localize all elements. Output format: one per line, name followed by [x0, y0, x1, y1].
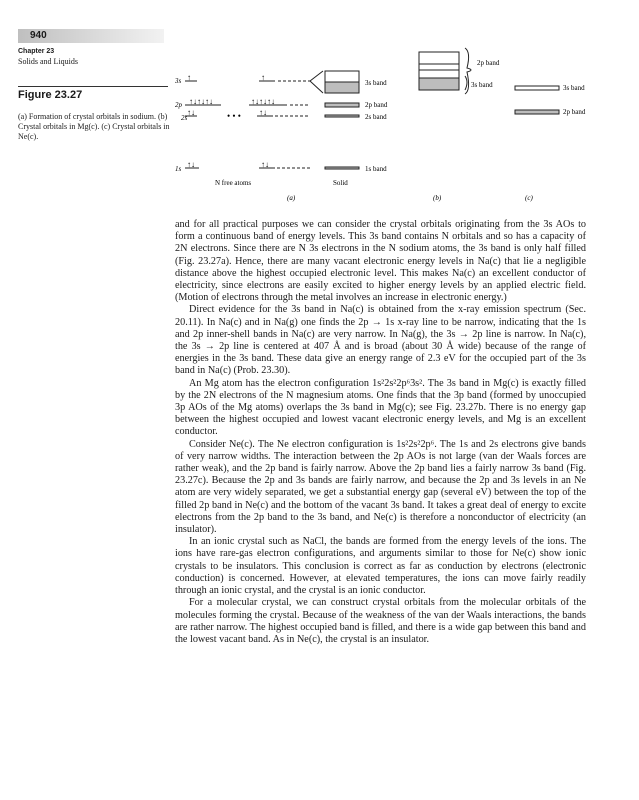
mg-2p-label: 2p band	[477, 59, 500, 67]
paragraph-5: In an ionic crystal such as NaCl, the bands are formed from the energy levels of the ions. The ions have rare-gas electron configurations, and arguments similar to those for Ne(c) show ionic crystals to be insulators. This conclusion is correct as far as conduction by electrons (electronic conduction) is concerned. However, at elevated temperatures, the ions can move fairly readily through an ionic crystal, and the crystal is an ionic conductor.	[175, 536, 586, 597]
figure-caption: (a) Formation of crystal orbitals in sodium. (b) Crystal orbitals in Mg(c). (c) Crystal orbitals in Ne(c).	[18, 112, 170, 141]
electron-arrows-1s-n: ↑↓	[261, 160, 269, 169]
band-1s	[325, 167, 359, 169]
panel-a-label: (a)	[287, 194, 296, 202]
mg-3s-label: 3s band	[471, 81, 493, 89]
fan-bottom	[310, 81, 323, 93]
figure-label: Figure 23.27	[18, 89, 83, 101]
band-label-2p: 2p band	[365, 101, 388, 109]
paragraph-1: and for all practical purposes we can consider the crystal orbitals originating from the 3s AOs to form a continuous band of energy levels. This 3s band contains N orbitals and so has a capacity of 2N electrons. Since there are N 3s electrons in the N sodium atoms, the 3s band is only half filled (Fig. 23.27a). Hence, there are many vacant electronic energy levels in Na(c) that lie a negligible distance above the highest occupied electronic level. This makes Na(c) an excellent conductor of electricity, since electrons are easily excited to higher energy levels by an applied electric field. (Motion of electrons through the metal involves an increase in electronic energy.)	[175, 219, 586, 304]
paragraph-6: For a molecular crystal, we can construct crystal orbitals from the molecular orbitals of the molecules forming the crystal. Because of the weakness of the van der Waals interactions, the bands are rather narrow. The highest occupied band is filled, and there is a wide gap between this band and the lowest vacant band. As in Ne(c), the crystal is an insulator.	[175, 597, 586, 645]
band-3s-empty	[325, 71, 359, 82]
section-title: Solids and Liquids	[18, 57, 79, 66]
band-label-3s: 3s band	[365, 79, 387, 87]
band-diagram	[175, 40, 615, 205]
ellipsis-dots: • • •	[227, 111, 241, 121]
label-1s: 1s	[175, 165, 182, 173]
fan-top	[310, 71, 323, 81]
figure-rule	[18, 86, 168, 87]
panel-c-label: (c)	[525, 194, 533, 202]
mg-brace-small	[465, 76, 467, 90]
band-label-1s: 1s band	[365, 165, 387, 173]
paragraph-2: Direct evidence for the 3s band in Na(c) is obtained from the x-ray emission spectrum (Sec. 20.11). In Na(c) and in Na(g) one finds the 2p → 1s x-ray line to be narrow, indicating that the 1s and 2p inner-shell bands in Na(c) are very narrow. In Na(g), the 3s → 2p line is narrow. In Na(c), the 3s → 2p line is centered at 407 Å and is broad (about 30 Å wide) because of the range of energies in the 3s band. These data give an energy range of 2.3 eV for the occupied part of the 3s band in Na(c) (Prob. 23.30).	[175, 304, 586, 377]
chapter-label: Chapter 23	[18, 48, 55, 55]
solid-label: Solid	[333, 179, 348, 187]
band-2p	[325, 103, 359, 107]
label-2s: 2s	[181, 114, 188, 122]
electron-arrows-2p-n: ↑↓↑↓↑↓	[251, 97, 275, 106]
band-3s-filled	[325, 82, 359, 93]
electron-arrows-3s: ↑	[187, 73, 191, 82]
label-3s: 3s	[175, 77, 182, 85]
electron-arrows-2s-n: ↑↓	[259, 108, 267, 117]
band-label-2s: 2s band	[365, 113, 387, 121]
body-text	[175, 219, 586, 646]
band-2s	[325, 115, 359, 117]
mg-2p-band	[419, 52, 459, 78]
electron-arrows-2s: ↑↓	[187, 108, 195, 117]
ne-2p-band	[515, 110, 559, 114]
electron-arrows-3s-n: ↑	[261, 73, 265, 82]
electron-arrows-2p: ↑↓↑↓↑↓	[189, 97, 213, 106]
paragraph-4: Consider Ne(c). The Ne electron configuration is 1s²2s²2p⁶. The 1s and 2s electrons give bands of very narrow widths. The interaction between the 2p AOs is not large (van der Waals forces are rather weak), and the 2p band is fairly narrow. Above the 2p band lies a fairly narrow 3s band (Fig. 23.27c). Because the 2p and 3s bands are fairly narrow, and because the 2p and 3s levels in an Ne atom are very widely separated, we get a substantial energy gap (several eV) between the top of the filled 2p band in Ne(c) and the bottom of the vacant 3s band. It takes a great deal of energy to excite electrons from the 2p band to the 3s band, and Ne(c) is therefore a nonconductor of electricity (an insulator).	[175, 438, 586, 536]
ne-3s-band	[515, 86, 559, 90]
panel-b-label: (b)	[433, 194, 442, 202]
page-number: 940	[30, 30, 47, 41]
ne-3s-label: 3s band	[563, 84, 585, 92]
ne-2p-label: 2p band	[563, 108, 586, 116]
free-atoms-label: N free atoms	[215, 179, 252, 187]
mg-3s-band	[419, 78, 459, 90]
electron-arrows-1s: ↑↓	[187, 160, 195, 169]
paragraph-3: An Mg atom has the electron configuration 1s²2s²2p⁶3s². The 3s band in Mg(c) is exactly filled by the 2N electrons of the N magnesium atoms. One finds that the 3p band (formed by unoccupied 3p AOs of the Mg atoms) overlaps the 3s band in Mg(c); see Fig. 23.27b. There is no energy gap between the highest occupied and lowest vacant electronic energy levels, and Mg is an excellent conductor.	[175, 377, 586, 438]
label-2p: 2p	[175, 101, 182, 109]
